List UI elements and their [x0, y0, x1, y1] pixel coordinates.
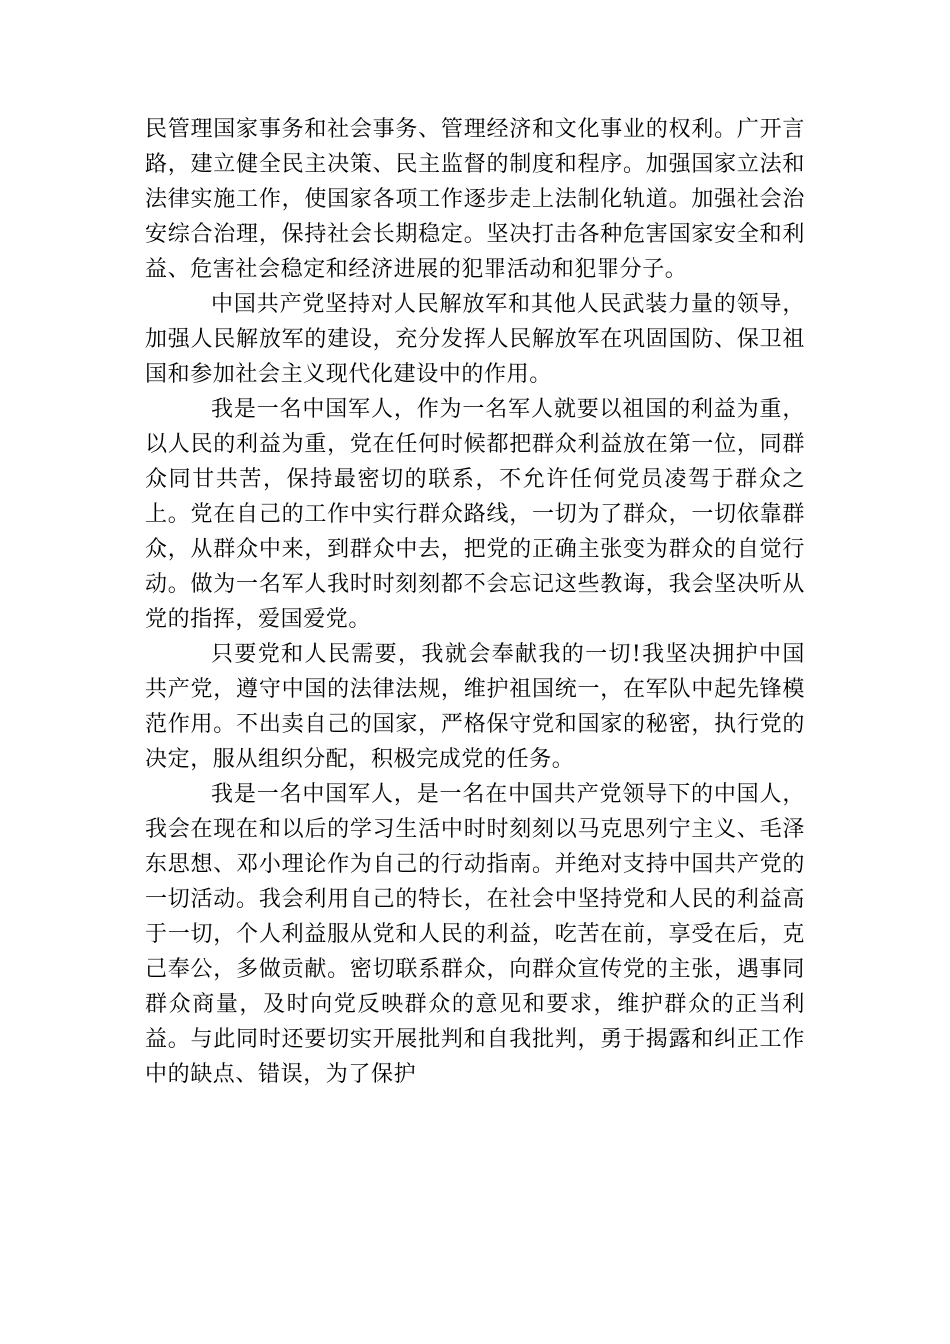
- paragraph-5: 我是一名中国军人，是一名在中国共产党领导下的中国人，我会在现在和以后的学习生活中时时刻刻以马克思列宁主义、毛泽东思想、邓小理论作为自己的行动指南。并绝对支持中国共产党的一切活动。我会利用自己的特长，在社会中坚持党和人民的利益高于一切，个人利益服从党和人民的利益，吃苦在前，享受在后，克己奉公，多做贡献。密切联系群众，向群众宣传党的主张，遇事同群众商量，及时向党反映群众的意见和要求，维护群众的正当利益。与此同时还要切实开展批判和自我批判，勇于揭露和纠正工作中的缺点、错误，为了保护: [145, 782, 805, 1087]
- paragraph-3: 我是一名中国军人，作为一名军人就要以祖国的利益为重，以人民的利益为重，党在任何时候都把群众利益放在第一位，同群众同甘共苦，保持最密切的联系，不允许任何党员凌驾于群众之上。党在自己的工作中实行群众路线，一切为了群众，一切依靠群众，从群众中来，到群众中去，把党的正确主张变为群众的自觉行动。做为一名军人我时时刻刻都不会忘记这些教诲，我会坚决听从党的指挥，爱国爱党。: [145, 397, 805, 632]
- document-page: [145, 112, 805, 1092]
- paragraph-4: 只要党和人民需要，我就会奉献我的一切!我坚决拥护中国共产党，遵守中国的法律法规，维护祖国统一，在军队中起先锋模范作用。不出卖自己的国家，严格保守党和国家的秘密，执行党的决定，服从组织分配，积极完成党的任务。: [145, 642, 805, 772]
- paragraph-2: 中国共产党坚持对人民解放军和其他人民武装力量的领导，加强人民解放军的建设，充分发挥人民解放军在巩固国防、保卫祖国和参加社会主义现代化建设中的作用。: [145, 292, 805, 387]
- paragraph-1: 民管理国家事务和社会事务、管理经济和文化事业的权利。广开言路，建立健全民主决策、民主监督的制度和程序。加强国家立法和法律实施工作，使国家各项工作逐步走上法制化轨道。加强社会治安综合治理，保持社会长期稳定。坚决打击各种危害国家安全和利益、危害社会稳定和经济进展的犯罪活动和犯罪分子。: [145, 117, 805, 282]
